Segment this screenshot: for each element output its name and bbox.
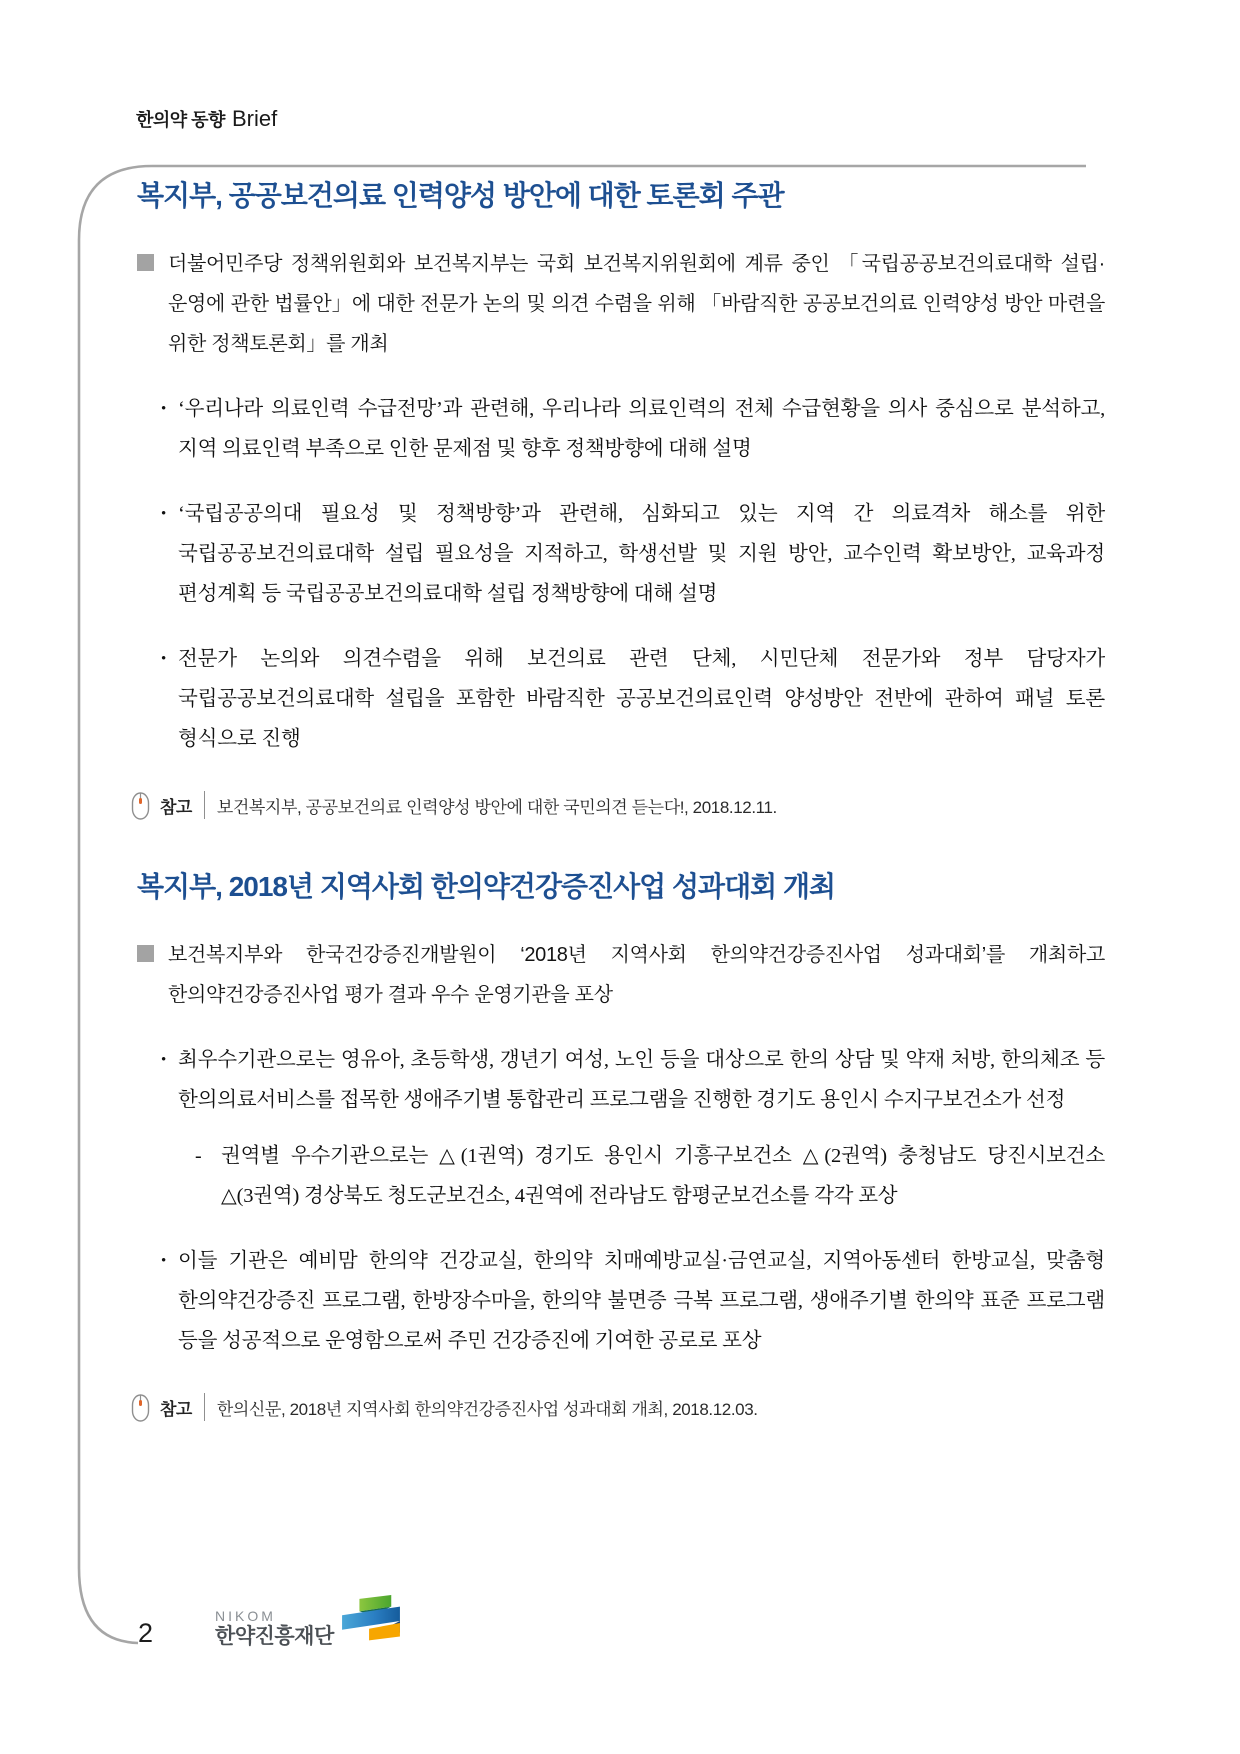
mouse-icon [131,1391,150,1423]
lead-paragraph [137,244,1105,364]
bullet-text: ‘국립공공의대 필요성 및 정책방향’과 관련해, 심화되고 있는 지역 간 의료격차 해소를 위한 국립공공보건의료대학 설립 필요성을 지적하고, 학생선발 및 지원 방안, 교수인력 확보방안, 교육과정 편성계획 등 국립공공보건의료대학 설립 정책방향에 대해 설명 [178,503,1105,605]
sub-bullet-item [195,1136,1105,1216]
square-bullet-icon [137,254,154,271]
sub-bullet-text: 권역별 우수기관으로는 △(1권역) 경기도 용인시 기흥구보건소 △(2권역) 충청남도 당진시보건소 △(3권역) 경상북도 청도군보건소, 4권역에 전라남도 함평군보건소를 각각 포상 [221,1145,1105,1207]
square-bullet-icon [137,945,154,962]
bullet-text: 최우수기관으로는 영유아, 초등학생, 갱년기 여성, 노인 등을 대상으로 한의 상담 및 약재 처방, 한의체조 등 한의의료서비스를 접목한 생애주기별 통합관리 프로그램을 진행한 경기도 용인시 수지구보건소가 선정 [178,1049,1105,1111]
reference-text: 보건복지부, 공공보건의료 인력양성 방안에 대한 국민의견 듣는다!, 2018.12.11. [216,797,777,817]
page-content [137,178,1105,1423]
mouse-icon [131,789,150,821]
logo-nikom-label: NIKOM [215,1608,276,1625]
reference-label: 참고 [160,1399,192,1419]
reference-label: 참고 [160,797,192,817]
reference-divider [204,791,205,819]
lead-text: 보건복지부와 한국건강증진개발원이 ‘2018년 지역사회 한의약건강증진사업 성과대회’를 개최하고 한의약건강증진사업 평가 결과 우수 운영기관을 포상 [168,944,1105,1006]
lead-text: 더불어민주당 정책위원회와 보건복지부는 국회 보건복지위원회에 계류 중인 「국립공공보건의료대학 설립·운영에 관한 법률안」에 대한 전문가 논의 및 의견 수렴을 위해 「바람직한 공공보건의료 인력양성 방안 마련을 위한 정책토론회」를 개최 [168,253,1105,355]
bullet-item [161,1241,1105,1361]
bullet-item [161,1040,1105,1120]
header-title-brief: Brief [231,106,278,131]
bullet-text: ‘우리나라 의료인력 수급전망’과 관련해, 우리나라 의료인력의 전체 수급현황을 의사 중심으로 분석하고, 지역 의료인력 부족으로 인한 문제점 및 향후 정책방향에 대해 설명 [178,398,1105,460]
dot-bullet-icon: • [161,1052,167,1068]
bullet-item [161,494,1105,614]
bullet-list [137,389,1105,759]
bullet-item [161,389,1105,469]
reference-row [131,1391,1105,1423]
section-title: 복지부, 공공보건의료 인력양성 방안에 대한 토론회 주관 [137,180,784,211]
logo-org-label: 한약진흥재단 [215,1624,334,1648]
section-award [137,869,1105,1423]
bullet-text: 전문가 논의와 의견수렴을 위해 보건의료 관련 단체, 시민단체 전문가와 정부 담당자가 국립공공보건의료대학 설립을 포함한 바람직한 공공보건의료인력 양성방안 전반에 관하여 패널 토론 형식으로 진행 [178,648,1105,750]
reference-divider [204,1393,205,1421]
ribbon-logo-icon [340,1595,402,1649]
dot-bullet-icon: • [161,651,167,667]
nikom-logo [215,1609,402,1649]
reference-text: 한의신문, 2018년 지역사회 한의약건강증진사업 성과대회 개최, 2018.12.03. [216,1399,758,1419]
reference-row [131,789,1105,821]
section-forum [137,178,1105,821]
dot-bullet-icon: • [161,506,167,522]
logo-text [215,1609,334,1648]
page-number: 2 [138,1618,154,1648]
header-title-korean: 한의약 동향 [136,110,225,130]
dot-bullet-icon: • [161,1253,167,1269]
section-title: 복지부, 2018년 지역사회 한의약건강증진사업 성과대회 개최 [137,871,836,902]
bullet-text: 이들 기관은 예비맘 한의약 건강교실, 한의약 치매예방교실·금연교실, 지역아동센터 한방교실, 맞춤형 한의약건강증진 프로그램, 한방장수마을, 한의약 불면증 극복 프로그램, 생애주기별 한의약 표준 프로그램 등을 성공적으로 운영함으로써 주민 건강증진에 기여한 공로로 포상 [178,1250,1105,1352]
lead-paragraph [137,935,1105,1015]
dot-bullet-icon: • [161,401,167,417]
dash-bullet-icon: - [195,1145,202,1167]
bullet-item [161,639,1105,759]
bullet-list [137,1040,1105,1361]
page-header [136,106,277,132]
page-footer [138,1608,402,1649]
